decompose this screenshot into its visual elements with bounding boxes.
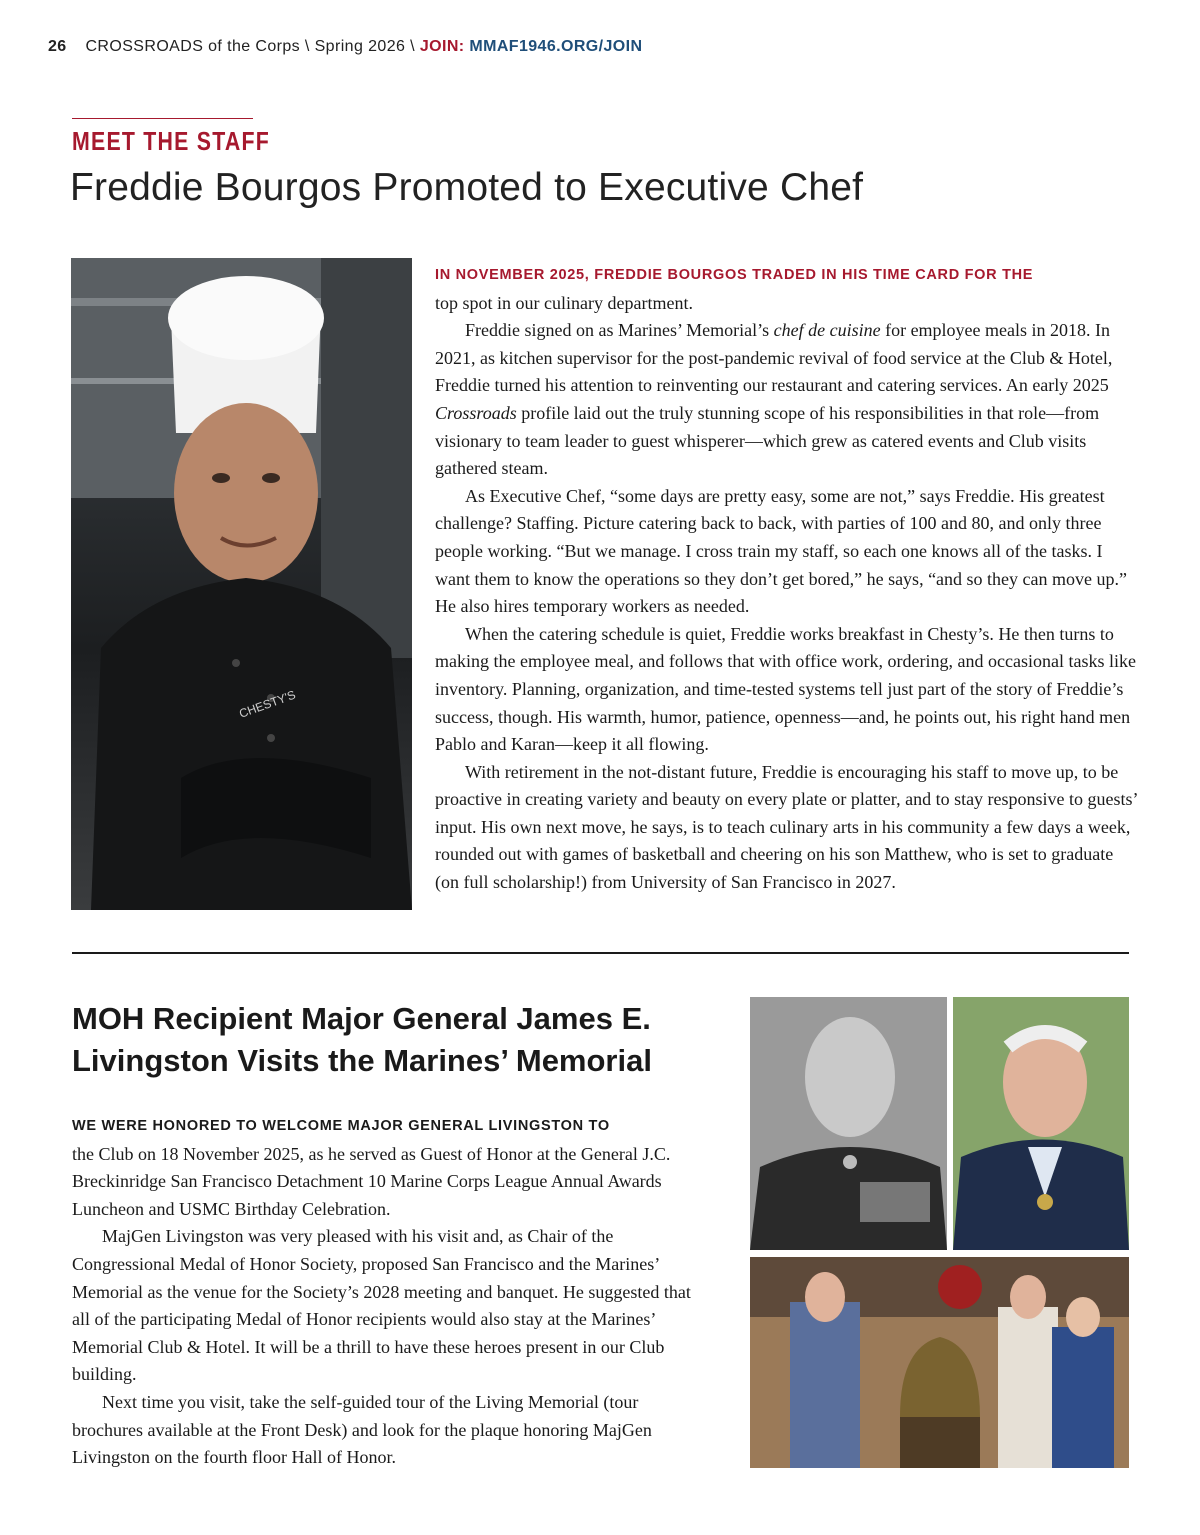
article-title: Freddie Bourgos Promoted to Executive Chef	[70, 166, 864, 209]
group-photo-bell	[750, 1257, 1129, 1468]
article-2-paragraph-2: MajGen Livingston was very pleased with his visit and, as Chair of the Congressional Medal of Honor Society, proposed San Francisco and the Marines’ Memorial as the venue for the Society’s 2028 meeting and banquet. He suggested that all of the participating Medal of Honor recipients would also stay at the Marines’ Memorial Club & Hotel. It will be a thrill to have these heroes present in our Club building.	[72, 1226, 691, 1385]
paragraph-2-emphasis: chef de cuisine	[773, 320, 881, 341]
group-photo-image	[750, 1257, 1129, 1468]
running-header	[48, 38, 642, 56]
paragraph-1	[435, 260, 1140, 317]
elder-general-portrait	[953, 997, 1129, 1250]
section-divider	[72, 952, 1129, 954]
young-marine-image	[750, 997, 947, 1250]
paragraph-1-text: top spot in our culinary department.	[435, 292, 693, 313]
kicker-rule	[72, 118, 253, 119]
page-number: 26	[48, 38, 67, 55]
article-2-paragraph-1-text: the Club on 18 November 2025, as he served as Guest of Honor at the General J.C. Breckinridge San Francisco Detachment 10 Marine Corps League Annual Awards Luncheon and USMC Birthday Celebration.	[72, 1143, 671, 1219]
article-2-paragraph-3: Next time you visit, take the self-guided tour of the Living Memorial (tour brochures available at the Front Desk) and look for the plaque honoring MajGen Livingston on the fourth floor Hall of Honor.	[72, 1391, 652, 1468]
paragraph-2-emphasis-2: Crossroads	[435, 402, 517, 423]
article-2-lead-in: WE WERE HONORED TO WELCOME MAJOR GENERAL LIVINGSTON TO	[72, 1118, 610, 1134]
elder-general-image	[953, 997, 1129, 1250]
paragraph-2	[435, 317, 1140, 483]
lead-in: IN NOVEMBER 2025, FREDDIE BOURGOS TRADED IN HIS TIME CARD FOR THE	[435, 267, 1034, 283]
article-body	[435, 260, 1140, 897]
chef-photo	[71, 258, 412, 910]
paragraph-2-text-c: profile laid out the truly stunning scope of his responsibilities in that role—from visionary to team leader to guest whisperer—which grew as catered events and Club visits gathered steam.	[435, 402, 1100, 479]
section-kicker: MEET THE STAFF	[72, 126, 271, 156]
join-link[interactable]: MMAF1946.ORG/JOIN	[469, 38, 643, 55]
paragraph-4: When the catering schedule is quiet, Freddie works breakfast in Chesty’s. He then turns to making the employee meal, and follows that with office work, ordering, and occasional tasks like inventory. Planning, organization, and time-tested systems tell just part of the story of Freddie’s success, though. His warmth, humor, patience, openness—and, he points out, his right hand men Pablo and Karan—keep it all flowing.	[435, 623, 1136, 755]
chef-portrait-image	[71, 258, 412, 910]
young-marine-portrait	[750, 997, 947, 1250]
join-label: JOIN:	[419, 38, 465, 55]
paragraph-2-text-b: for employee meals in 2018. In 2021, as kitchen supervisor for the post-pandemic revival of food service at the Club & Hotel, Freddie turned his attention to reinventing our restaurant and catering services. An early 2025	[435, 320, 1113, 396]
article-2-paragraph-1	[72, 1111, 712, 1223]
paragraph-5: With retirement in the not-distant future, Freddie is encouraging his staff to move up, to be proactive in creating variety and beauty on every plate or platter, and to stay responsive to guests’ input. His own next move, he says, is to teach culinary arts in his community a few days a week, rounded out with games of basketball and cheering on his son Matthew, who is set to graduate (on full scholarship!) from University of San Francisco in 2027.	[435, 761, 1138, 893]
article-2-title: MOH Recipient Major General James E. Livingston Visits the Marines’ Memorial	[72, 1001, 652, 1078]
paragraph-2-text-a: Freddie signed on as Marines’ Memorial’s	[465, 320, 774, 341]
paragraph-3: As Executive Chef, “some days are pretty easy, some are not,” says Freddie. His greatest challenge? Staffing. Picture catering back to back, with parties of 100 and 80, and only three people working. “But we manage. I cross train my staff, so each one knows all of the tasks. I want them to know the operations so they don’t get bored,” he says, “and so they can move up.” He also hires temporary workers as needed.	[435, 485, 1127, 617]
article-2-body	[72, 1111, 712, 1472]
svg-text:CHESTY'S: CHESTY'S	[237, 687, 298, 721]
publication-line: CROSSROADS of the Corps \ Spring 2026 \	[85, 38, 415, 55]
